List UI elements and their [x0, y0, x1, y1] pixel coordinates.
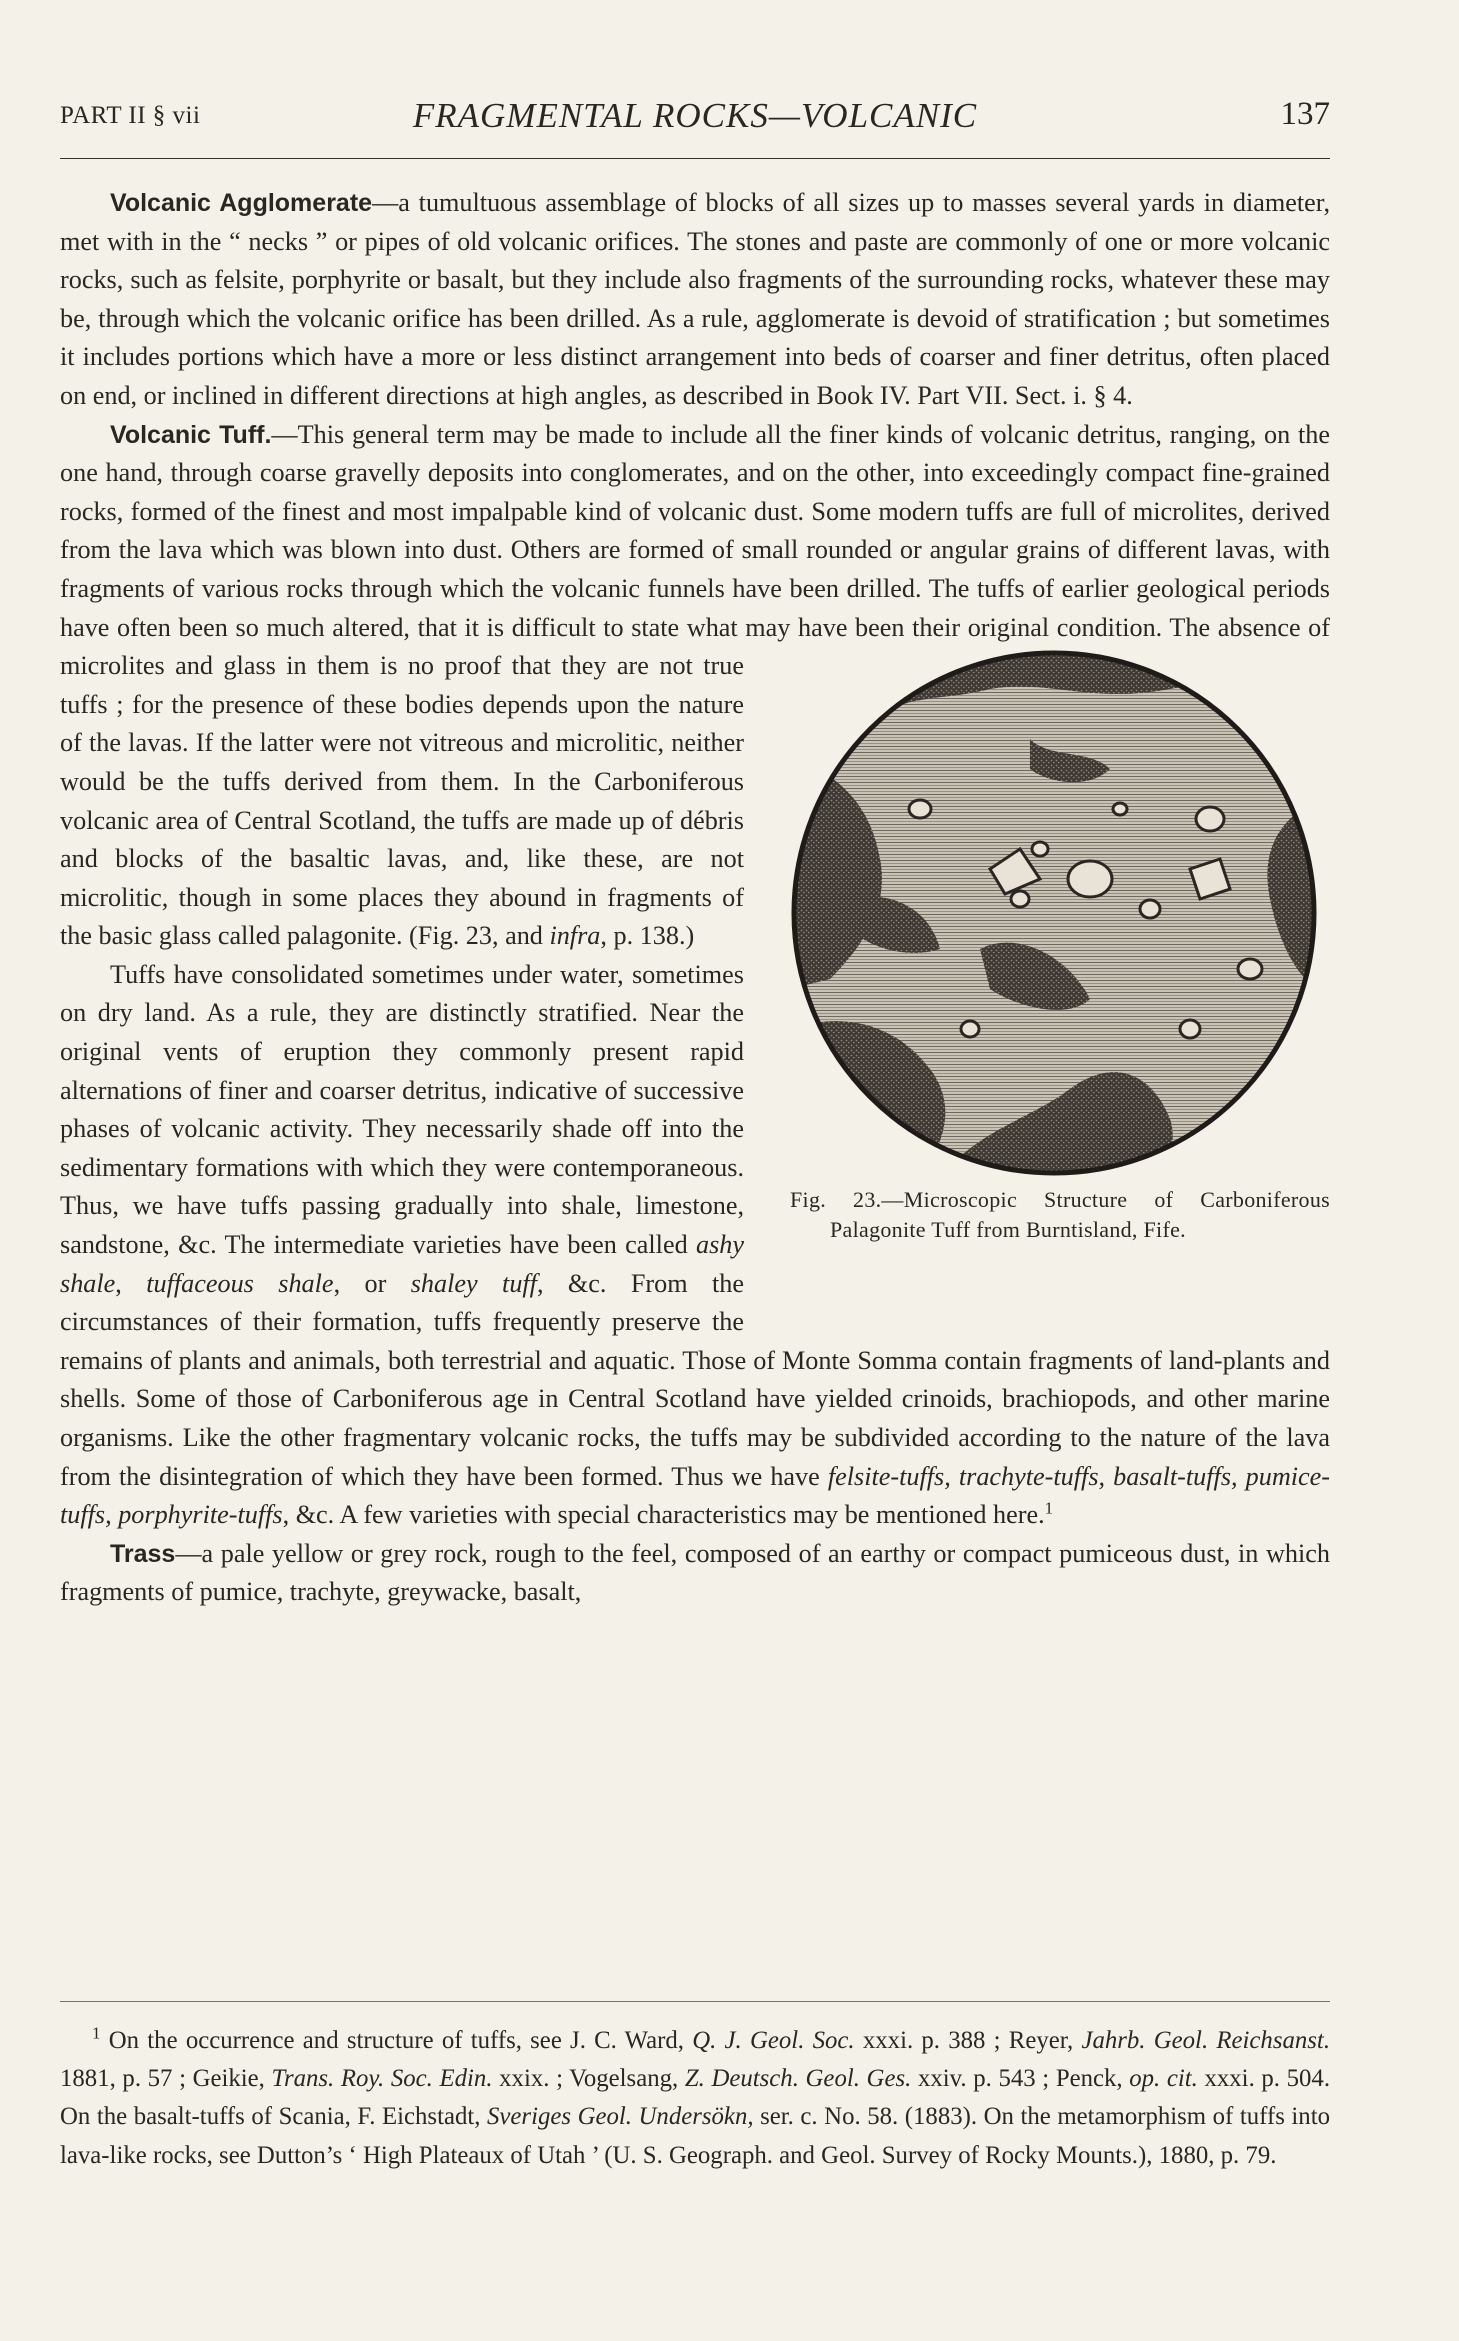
- paragraph-tuff: Volcanic Tuff.—This general term may be made to include all the finer kinds of volcanic detritus, ranging, on the one hand, through coarse gravelly deposits into conglomerates, and on the other, into exceedingly compact fine-grained rocks, formed of the finest and most impalpable kind of volcanic dust. Some modern tuffs are full of microlites, derived from the lava which was blown into dust. Others are formed of small rounded or angular grains of different lavas, with fragments of various rocks through which the volcanic funnels have been drilled. The tuffs of earlier geological periods have often been so much altered, that it is difficult to state what may have been their original condition. Fig. 23.—Microscopic Structure of Carboniferous Palagonite Tuff from Burntisland, Fife. The absence of microlites and glass in them is no proof that they are not true tuffs ; for the presence of these bodies depends upon the nature of the lavas. If the latter were not vitreous and microlitic, neither would be the tuffs derived from them. In the Carboniferous volcanic area of Central Scotland, the tuffs are made up of débris and blocks of the basaltic lavas, and, like these, are not microlitic, though in some places they abound in fragments of the basic glass called palagonite. (Fig. 23, and infra, p. 138.): [60, 416, 1330, 956]
- footnote: [60, 2022, 1330, 2175]
- microscope-figure: [790, 649, 1318, 1177]
- footnote-rule: [60, 2001, 1330, 2002]
- term-agglomerate: Volcanic Agglomerate: [110, 189, 373, 217]
- term-ashy-shale: ashy shale: [60, 1230, 744, 1298]
- term-trass: Trass: [110, 1539, 176, 1568]
- tuff-varieties: felsite-tuffs, trachyte-tuffs, basalt-tuffs, pumice-tuffs, porphyrite-tuffs: [60, 1461, 1330, 1530]
- footnote-1: $^1$ On the occurrence and structure of tuffs, see J. C. Ward, Q. J. Geol. Soc. xxxi. p. 388 ; Reyer, Jahrb. Geol. Reichsanst. 1881, p. 57 ; Geikie, Trans. Roy. Soc. Edin. xxix. ; Vogelsang, Z. Deutsch. Geol. Ges. xxiv. p. 543 ; Penck, op. cit. xxxi. p. 504. On the basalt-tuffs of Scania, F. Eichstadt, Sveriges Geol. Undersökn, ser. c. No. 58. (1883). On the metamorphism of tuffs into lava-like rocks, see Dutton’s ‘ High Plateaux of Utah ’ (U. S. Geograph. and Geol. Survey of Rocky Mounts.), 1880, p. 79.: [60, 2023, 1331, 2169]
- paragraph-tuff-consolidation: Tuffs have consolidated sometimes under water, sometimes on dry land. As a rule, they are distinctly stratified. Near the original vents of eruption they commonly present rapid alternations of finer and coarser detritus, indicative of successive phases of volcanic activity. They necessarily shade off into the sedimentary formations with which they were contemporaneous. Thus, we have tuffs passing gradually into shale, limestone, sandstone, &c. The intermediate varieties have been called ashy shale, tuffaceous shale, or shaley tuff, &c. From the circumstances of their formation, tuffs frequently preserve the remains of plants and animals, both terrestrial and aquatic. Those of Monte Somma contain fragments of land-plants and shells. Some of those of Carboniferous age in Central Scotland have yielded crinoids, brachiopods, and other marine organisms. Like the other fragmentary volcanic rocks, the tuffs may be subdivided according to the nature of the lava from the disintegration of which they have been formed. Thus we have felsite-tuffs, trachyte-tuffs, basalt-tuffs, pumice-tuffs, porphyrite-tuffs, &c. A few varieties with special characteristics may be mentioned here.$^1$: [60, 959, 1330, 1530]
- term-tuffaceous-shale: tuffaceous shale: [146, 1268, 334, 1298]
- page-number: 137: [1280, 96, 1330, 132]
- running-header: [60, 96, 1330, 146]
- figure-caption: Fig. 23.—Microscopic Structure of Carboniferous Palagonite Tuff from Burntisland, Fife.: [790, 1187, 1330, 1243]
- header-rule: [60, 158, 1330, 159]
- paragraph-trass: Trass—a pale yellow or grey rock, rough to the feel, composed of an earthy or compact pumiceous dust, in which fragments of pumice, trachyte, greywacke, basalt,: [60, 1538, 1330, 1607]
- term-tuff: Volcanic Tuff.: [110, 420, 272, 449]
- running-title: FRAGMENTAL ROCKS—VOLCANIC: [412, 96, 978, 135]
- figure-23: [770, 649, 1330, 1307]
- footnote-marker[interactable]: 1: [1044, 1498, 1054, 1518]
- section-label: PART II § vii: [60, 102, 201, 129]
- term-shaley-tuff: shaley tuff: [410, 1268, 537, 1298]
- tuff-text-before-figure: —This general term may be made to include all the finer kinds of volcanic detritus, ranging, on the one hand, through coarse gravelly deposits into conglomerates, and on the other, into exceedingly compact fine-grained rocks, formed of the finest and most impalpable kind of volcanic dust. Some modern tuffs are full of microlites, derived from the lava which was blown into dust. Others are formed of small rounded or angular grains of different lavas, with fragments of various rocks through which the volcanic funnels have been drilled. The tuffs of earlier geological periods have often been so much altered, that it is difficult to state what may have been their original condition.: [60, 419, 1330, 642]
- paragraph-agglomerate: Volcanic Agglomerate—a tumultuous assemblage of blocks of all sizes up to masses several yards in diameter, met with in the “ necks ” or pipes of old volcanic orifices. The stones and paste are commonly of one or more volcanic rocks, such as felsite, porphyrite or basalt, but they include also fragments of the surrounding rocks, whatever these may be, through which the volcanic orifice has been drilled. As a rule, agglomerate is devoid of stratification ; but sometimes it includes portions which have a more or less distinct arrangement into beds of coarser and finer detritus, often placed on end, or inclined in different directions at high angles, as described in Book IV. Part VII. Sect. i. § 4.: [60, 188, 1330, 410]
- body-text: [60, 184, 1330, 1612]
- footnote-number: 1: [92, 2023, 101, 2043]
- tuff-text-beside-figure: The absence of microlites and glass in them is no proof that they are not true tuffs ; for the presence of these bodies depends upon the nature of the lavas. If the latter were not vitreous and microlitic, neither would be the tuffs derived from them. In the Carboniferous volcanic area of Central Scotland, the tuffs are made up of débris and blocks of the basaltic lavas, and, like these, are not microlitic, though in some places they abound in fragments of the basic glass called palagonite. (Fig. 23, and: [60, 612, 1330, 951]
